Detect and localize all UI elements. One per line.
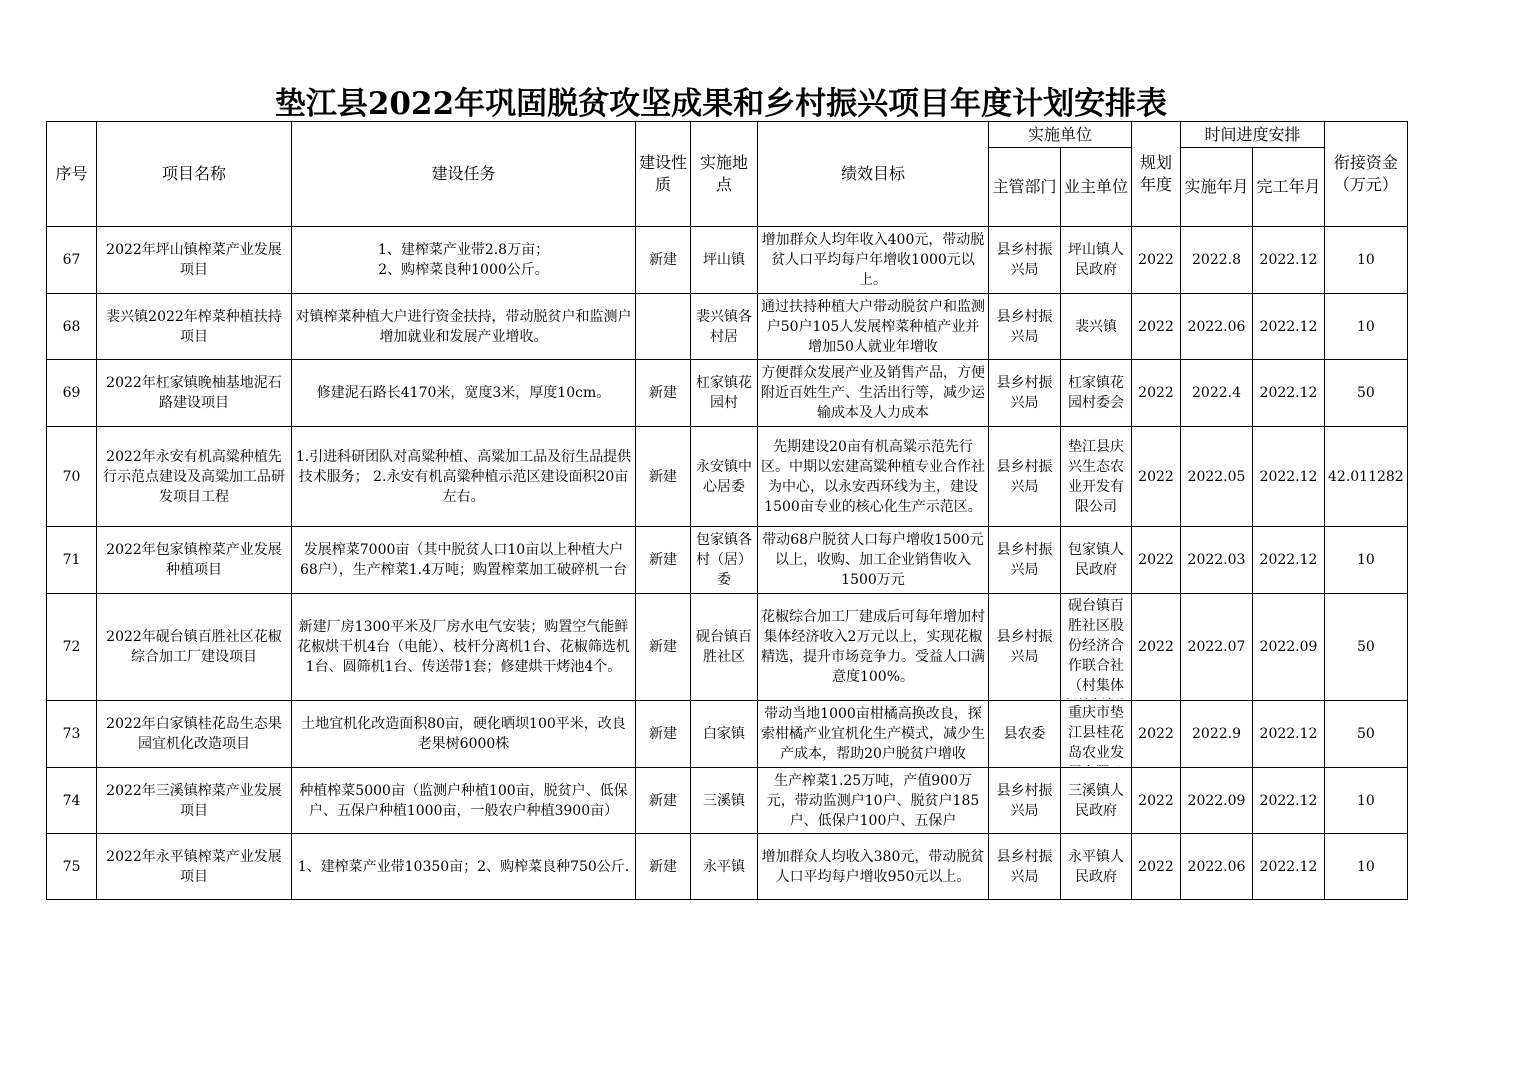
cell-year: [1132, 768, 1181, 834]
cell-task: [292, 527, 636, 594]
cell-owner-text: 三溪镇人民政府: [1068, 782, 1124, 819]
cell-funds: [1325, 360, 1408, 427]
cell-goal-text: 生产榨菜1.25万吨，产值900万元，带动监测户10户、脱贫户185户、低保户100户、五保户: [766, 772, 980, 829]
cell-dept: [989, 594, 1061, 701]
cell-dept-text: 县乡村振兴局: [996, 542, 1053, 578]
cell-year-text: 2022: [1138, 639, 1174, 655]
header-end: 完工年月: [1253, 148, 1325, 227]
cell-dept: [989, 834, 1061, 900]
cell-seq: [47, 527, 97, 594]
cell-start-text: 2022.4: [1192, 385, 1241, 401]
cell-dept-text: 县乡村振兴局: [996, 848, 1053, 885]
cell-end: [1253, 427, 1325, 527]
cell-task: [292, 594, 636, 701]
cell-seq: [47, 768, 97, 834]
plan-table: [46, 121, 1408, 900]
cell-end: [1253, 768, 1325, 834]
cell-nature-text: 新建: [649, 468, 677, 485]
cell-owner-text: 砚台镇百胜社区股份经济合作联合社（村集体: [1068, 597, 1124, 694]
cell-year-text: 2022: [1138, 858, 1174, 875]
cell-owner-text: 永平镇人民政府: [1068, 848, 1124, 885]
cell-seq: [47, 701, 97, 768]
cell-goal-text: 通过扶持种植大户带动脱贫户和监测户50户105人发展榨菜种植产业并增加50人就业年增收: [761, 298, 985, 355]
cell-nature-text: 新建: [649, 552, 677, 568]
cell-year-text: 2022: [1138, 792, 1174, 809]
cell-owner: [1061, 227, 1132, 294]
cell-year-text: 2022: [1138, 552, 1174, 568]
cell-year-text: 2022: [1138, 468, 1174, 485]
cell-seq: [47, 227, 97, 294]
header-name: 项目名称: [97, 122, 292, 227]
cell-task: [292, 701, 636, 768]
cell-seq-text: 68: [62, 318, 81, 335]
cell-start-text: 2022.06: [1187, 318, 1246, 335]
cell-seq: [47, 360, 97, 427]
cell-owner-text: 杠家镇花园村委会: [1068, 375, 1124, 411]
cell-location-text: 包家镇各村（居）委: [696, 532, 752, 588]
cell-name: [97, 227, 292, 294]
cell-funds-text: 10: [1356, 252, 1375, 268]
cell-task-text: 土地宜机化改造面积80亩，硬化晒坝100平米，改良老果树6000株: [301, 716, 626, 752]
cell-funds-text: 50: [1356, 639, 1375, 655]
cell-owner-text: 垫江县庆兴生态农业开发有限公司: [1068, 438, 1124, 515]
cell-name: [97, 834, 292, 900]
header-row-1: [47, 122, 1408, 148]
cell-dept-text: 县乡村振兴局: [996, 629, 1053, 665]
cell-funds: [1325, 768, 1408, 834]
cell-end: [1253, 834, 1325, 900]
cell-year-text: 2022: [1138, 726, 1174, 742]
cell-start-text: 2022.05: [1187, 468, 1246, 485]
cell-goal: [758, 701, 989, 768]
cell-task: [292, 427, 636, 527]
table-row: [47, 427, 1408, 527]
cell-name-text: 2022年三溪镇榨菜产业发展项目: [106, 782, 282, 819]
cell-name: [97, 701, 292, 768]
table-row: [47, 768, 1408, 834]
cell-dept: [989, 527, 1061, 594]
cell-location: [691, 360, 758, 427]
cell-year: [1132, 594, 1181, 701]
table-body: [47, 227, 1408, 900]
header-seq: 序号: [47, 122, 97, 227]
cell-task-text: 修建泥石路长4170米，宽度3米，厚度10cm。: [316, 385, 611, 401]
cell-start: [1181, 834, 1253, 900]
cell-funds-text: 10: [1356, 858, 1375, 875]
cell-nature: [636, 701, 691, 768]
cell-owner-text: 坪山镇人民政府: [1068, 242, 1124, 278]
cell-end-text: 2022.12: [1259, 858, 1318, 875]
cell-dept: [989, 227, 1061, 294]
cell-end-text: 2022.12: [1259, 318, 1318, 335]
cell-dept-text: 县乡村振兴局: [996, 458, 1053, 495]
cell-nature-text: 新建: [649, 639, 677, 655]
table-row: [47, 701, 1408, 768]
cell-nature: [636, 227, 691, 294]
cell-dept: [989, 294, 1061, 360]
cell-end-text: 2022.12: [1259, 726, 1318, 742]
cell-location-text: 三溪镇: [703, 792, 745, 809]
cell-location: [691, 768, 758, 834]
cell-location: [691, 701, 758, 768]
table-row: [47, 527, 1408, 594]
cell-name-text: 2022年永安有机高粱种植先行示范点建设及高粱加工品研发项目工程: [103, 448, 285, 505]
cell-goal: [758, 294, 989, 360]
cell-goal-text: 先期建设20亩有机高粱示范先行区。中期以宏建高粱种植专业合作社为中心，以永安西环线为主，建设1500亩专业的核心化生产示范区。: [761, 438, 985, 515]
cell-start: [1181, 360, 1253, 427]
cell-end-text: 2022.12: [1259, 385, 1318, 401]
header-funds: 衔接资金（万元）: [1325, 122, 1408, 227]
cell-task-text: 1、建榨菜产业带10350亩；2、购榨菜良种750公斤.: [297, 858, 630, 875]
cell-seq: [47, 594, 97, 701]
header-year: 规划年度: [1132, 122, 1181, 227]
cell-dept: [989, 427, 1061, 527]
cell-start: [1181, 768, 1253, 834]
cell-seq: [47, 294, 97, 360]
header-dept: 主管部门: [989, 148, 1061, 227]
cell-nature: [636, 834, 691, 900]
cell-end-text: 2022.12: [1259, 792, 1318, 809]
cell-name: [97, 294, 292, 360]
cell-end: [1253, 701, 1325, 768]
table-row: [47, 294, 1408, 360]
cell-end: [1253, 227, 1325, 294]
cell-start-text: 2022.09: [1187, 792, 1246, 809]
cell-nature: [636, 427, 691, 527]
cell-goal: [758, 834, 989, 900]
cell-start: [1181, 427, 1253, 527]
cell-dept-text: 县乡村振兴局: [996, 308, 1053, 345]
cell-owner: [1061, 294, 1132, 360]
cell-dept-text: 县乡村振兴局: [996, 782, 1053, 819]
cell-start-text: 2022.06: [1187, 858, 1246, 875]
cell-start-text: 2022.07: [1187, 639, 1246, 655]
cell-seq: [47, 427, 97, 527]
cell-task: [292, 360, 636, 427]
cell-location: [691, 527, 758, 594]
cell-dept-text: 县乡村振兴局: [996, 242, 1053, 278]
cell-nature: [636, 527, 691, 594]
header-owner: 业主单位: [1061, 148, 1132, 227]
cell-end-text: 2022.12: [1259, 252, 1318, 268]
header-time-group: 时间进度安排: [1181, 122, 1325, 148]
cell-seq-text: 73: [62, 726, 81, 742]
cell-location: [691, 594, 758, 701]
cell-start-text: 2022.03: [1187, 552, 1246, 568]
cell-location: [691, 834, 758, 900]
cell-task: [292, 227, 636, 294]
cell-funds-text: 50: [1356, 726, 1375, 742]
cell-name-text: 2022年包家镇榨菜产业发展种植项目: [106, 542, 282, 578]
cell-goal-text: 带动68户脱贫人口每户增收1500元以上，收购、加工企业销售收入1500万元: [762, 532, 984, 588]
cell-task-text: 对镇榨菜种植大户进行资金扶持，带动脱贫户和监测户增加就业和发展产业增收。: [295, 308, 632, 345]
cell-nature-text: 新建: [649, 252, 677, 268]
cell-owner: [1061, 834, 1132, 900]
cell-year-text: 2022: [1138, 385, 1174, 401]
cell-end: [1253, 360, 1325, 427]
cell-owner: [1061, 768, 1132, 834]
table-row: [47, 834, 1408, 900]
cell-owner-text: 裴兴镇: [1075, 318, 1117, 335]
cell-funds-text: 42.011282: [1328, 468, 1404, 485]
cell-owner: [1061, 701, 1132, 768]
cell-location-text: 裴兴镇各村居: [696, 308, 752, 345]
cell-task: [292, 294, 636, 360]
cell-name: [97, 594, 292, 701]
cell-location-text: 坪山镇: [703, 252, 745, 268]
cell-location-text: 永安镇中心居委: [696, 458, 752, 495]
cell-funds: [1325, 294, 1408, 360]
cell-name: [97, 427, 292, 527]
cell-year-text: 2022: [1138, 252, 1174, 268]
table-row: [47, 227, 1408, 294]
header-task: 建设任务: [292, 122, 636, 227]
cell-goal-text: 花椒综合加工厂建成后可每年增加村集体经济收入2万元以上，实现花椒精选，提升市场竞争力。受益人口满意度100%。: [761, 609, 985, 685]
cell-owner: [1061, 360, 1132, 427]
cell-funds-text: 50: [1356, 385, 1375, 401]
cell-goal: [758, 768, 989, 834]
cell-year-text: 2022: [1138, 318, 1174, 335]
cell-end-text: 2022.12: [1259, 468, 1318, 485]
cell-start: [1181, 527, 1253, 594]
header-location: 实施地点: [691, 122, 758, 227]
cell-task: [292, 768, 636, 834]
cell-owner: [1061, 527, 1132, 594]
cell-end: [1253, 294, 1325, 360]
cell-name-text: 裴兴镇2022年榨菜种植扶持项目: [106, 308, 282, 345]
cell-funds: [1325, 834, 1408, 900]
cell-owner: [1061, 427, 1132, 527]
cell-goal: [758, 527, 989, 594]
cell-location: [691, 294, 758, 360]
header-start: 实施年月: [1181, 148, 1253, 227]
header-goal: 绩效目标: [758, 122, 989, 227]
cell-dept: [989, 701, 1061, 768]
cell-goal-text: 带动当地1000亩柑橘高换改良，探索柑橘产业宜机化生产模式，减少生产成本，帮助20户脱贫户增收: [761, 706, 985, 762]
cell-location-text: 杠家镇花园村: [696, 375, 752, 411]
cell-name: [97, 527, 292, 594]
cell-funds-text: 10: [1356, 318, 1375, 335]
cell-start-text: 2022.8: [1192, 252, 1241, 268]
cell-funds-text: 10: [1356, 792, 1375, 809]
cell-seq-text: 69: [62, 385, 81, 401]
cell-seq-text: 71: [62, 552, 81, 568]
cell-nature-text: 新建: [649, 858, 677, 875]
cell-name-text: 2022年杠家镇晚柚基地泥石路建设项目: [106, 375, 282, 411]
cell-name-text: 2022年坪山镇榨菜产业发展项目: [106, 242, 282, 278]
cell-funds: [1325, 594, 1408, 701]
page-title: 垫江县2022年巩固脱贫攻坚成果和乡村振兴项目年度计划安排表: [274, 86, 1168, 122]
cell-nature: [636, 594, 691, 701]
cell-year: [1132, 227, 1181, 294]
cell-owner-text: 重庆市垫江县桂花岛农业发: [1068, 704, 1124, 761]
cell-location-text: 白家镇: [703, 726, 745, 742]
cell-name-text: 2022年白家镇桂花岛生态果园宜机化改造项目: [106, 716, 282, 752]
cell-goal: [758, 227, 989, 294]
cell-year: [1132, 427, 1181, 527]
cell-seq-text: 72: [62, 639, 81, 655]
cell-location-text: 砚台镇百胜社区: [696, 629, 752, 665]
cell-name: [97, 768, 292, 834]
cell-seq-text: 70: [62, 468, 81, 485]
cell-end: [1253, 527, 1325, 594]
cell-dept-text: 县农委: [1003, 726, 1046, 742]
cell-task: [292, 834, 636, 900]
cell-seq-text: 67: [62, 252, 81, 268]
cell-nature: [636, 294, 691, 360]
table-row: [47, 360, 1408, 427]
cell-name-text: 2022年永平镇榨菜产业发展项目: [106, 848, 282, 885]
cell-start: [1181, 227, 1253, 294]
cell-end: [1253, 594, 1325, 701]
cell-nature-text: 新建: [649, 792, 677, 809]
cell-year: [1132, 834, 1181, 900]
cell-location-text: 永平镇: [703, 858, 745, 875]
header-unit-group: 实施单位: [989, 122, 1132, 148]
cell-end-text: 2022.09: [1259, 639, 1318, 655]
cell-task-text: 种植榨菜5000亩（监测户种植100亩，脱贫户、低保户、五保户种植1000亩，一般农户种植3900亩）: [299, 782, 628, 819]
cell-funds: [1325, 427, 1408, 527]
cell-task-text: 发展榨菜7000亩（其中脱贫人口10亩以上种植大户68户），生产榨菜1.4万吨；购置榨菜加工破碎机一台: [299, 542, 628, 578]
cell-name-text: 2022年砚台镇百胜社区花椒综合加工厂建设项目: [106, 629, 282, 665]
cell-goal: [758, 427, 989, 527]
cell-nature: [636, 360, 691, 427]
cell-funds: [1325, 227, 1408, 294]
cell-owner: [1061, 594, 1132, 701]
cell-year: [1132, 701, 1181, 768]
cell-nature-text: 新建: [649, 726, 677, 742]
cell-location: [691, 227, 758, 294]
cell-dept: [989, 768, 1061, 834]
cell-task-text: 1.引进科研团队对高粱种植、高粱加工品及衍生品提供技术服务； 2.永安有机高粱种植示范区建设面积20亩左右。: [295, 448, 632, 505]
cell-end-text: 2022.12: [1259, 552, 1318, 568]
header-nature: 建设性质: [636, 122, 691, 227]
cell-seq-text: 74: [62, 792, 81, 809]
cell-owner-text: 包家镇人民政府: [1068, 542, 1124, 578]
cell-dept: [989, 360, 1061, 427]
cell-nature: [636, 768, 691, 834]
cell-seq-text: 75: [62, 858, 81, 875]
cell-start: [1181, 594, 1253, 701]
cell-goal: [758, 594, 989, 701]
cell-funds: [1325, 527, 1408, 594]
cell-year: [1132, 294, 1181, 360]
cell-goal-text: 增加群众人均年收入400元，带动脱贫人口平均每户年增收1000元以上。: [761, 232, 985, 288]
cell-nature-text: 新建: [649, 385, 677, 401]
cell-goal-text: 增加群众人均收入380元，带动脱贫人口平均每户增收950元以上。: [761, 848, 985, 885]
table-row: [47, 594, 1408, 701]
cell-goal: [758, 360, 989, 427]
cell-seq: [47, 834, 97, 900]
cell-start: [1181, 294, 1253, 360]
cell-start-text: 2022.9: [1192, 726, 1241, 742]
cell-goal-text: 方便群众发展产业及销售产品，方便附近百姓生产、生活出行等，减少运输成本及人力成本: [761, 365, 985, 421]
cell-year: [1132, 360, 1181, 427]
cell-funds-text: 10: [1356, 552, 1375, 568]
cell-dept-text: 县乡村振兴局: [996, 375, 1053, 411]
cell-year: [1132, 527, 1181, 594]
cell-task-text: 1、建榨菜产业带2.8万亩； 2、购榨菜良种1000公斤。: [377, 242, 550, 278]
cell-start: [1181, 701, 1253, 768]
cell-task-text: 新建厂房1300平米及厂房水电气安装；购置空气能鲜花椒烘干机4台（电能）、枝杆分离机1台、花椒筛选机1台、圆筛机1台、传送带1套；修建烘干烤池4个。: [297, 619, 630, 675]
cell-name: [97, 360, 292, 427]
cell-location: [691, 427, 758, 527]
cell-funds: [1325, 701, 1408, 768]
